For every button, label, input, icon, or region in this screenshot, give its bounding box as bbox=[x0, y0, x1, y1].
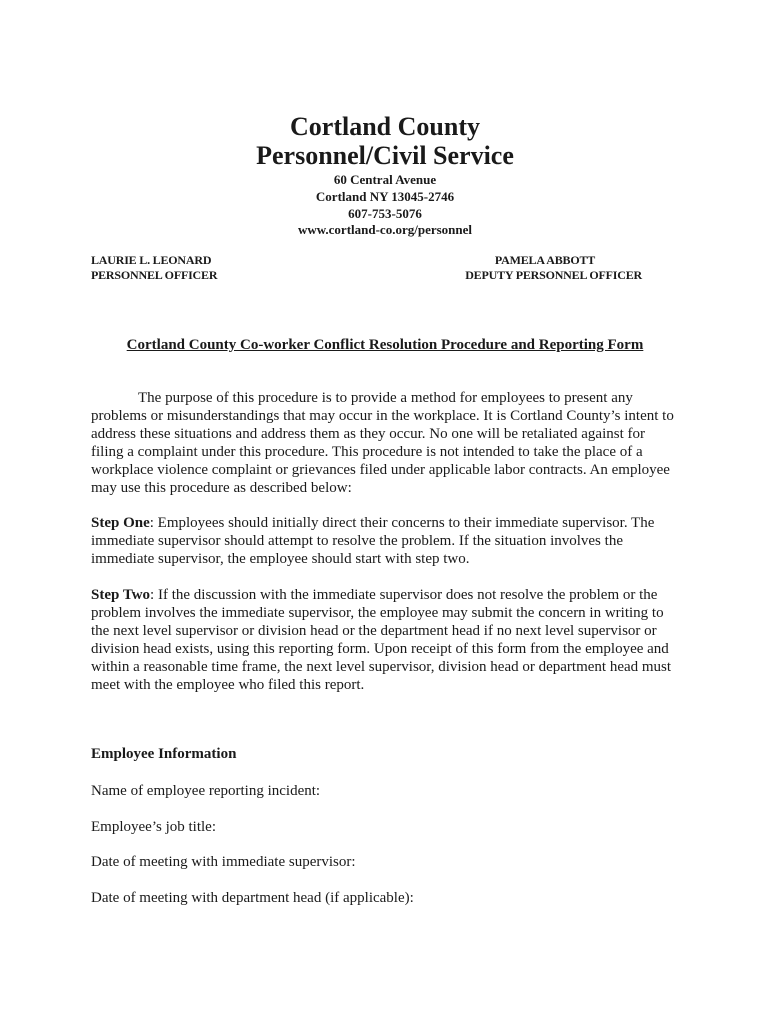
step-one-paragraph bbox=[91, 514, 679, 568]
right-officer-name-text: PAMELA ABBOTT bbox=[494, 253, 596, 267]
right-officer-title: DEPUTY PERSONNEL OFFICER bbox=[465, 268, 642, 282]
purpose-paragraph: The purpose of this procedure is to provide a method for employees to present any problems or misunderstandings that may occur in the workplace. It is Cortland County’s intent to address these situations and address them as they occur. No one will be retaliated against for filing a complaint under this procedure. This procedure is not intended to take the place of a workplace violence complaint or grievances filed under applicable labor contracts. An employee may use this procedure as described below: bbox=[91, 390, 674, 496]
field-department-head-meeting-date[interactable]: Date of meeting with department head (if applicable): bbox=[91, 890, 414, 906]
employee-info-heading: Employee Information bbox=[91, 746, 237, 762]
field-job-title[interactable]: Employee’s job title: bbox=[91, 819, 216, 835]
step-two-paragraph bbox=[91, 586, 679, 694]
org-name-line1: Cortland County bbox=[290, 112, 480, 141]
org-phone: 607-753-5076 bbox=[348, 206, 422, 221]
step-two-label: Step Two bbox=[91, 587, 151, 603]
right-officer-name bbox=[440, 252, 640, 268]
step-two-text: : If the discussion with the immediate supervisor does not resolve the problem or the problem involves the immediate supervisor, the employee may submit the concern in writing to the next level supervisor or division head or the department head if no next level supervisor or division head exists, using this reporting form. Upon receipt of this form from the employee and within a reasonable time frame, the next level supervisor, division head or department head must meet with the employee who filed this report. bbox=[91, 587, 672, 693]
org-website[interactable]: www.cortland-co.org/personnel bbox=[297, 222, 473, 237]
step-one-text: : Employees should initially direct their concerns to their immediate supervisor. The immediate supervisor should attempt to resolve the problem. If the situation involves the immediate supervisor, the employee should start with step two. bbox=[91, 515, 655, 567]
step-one-label: Step One bbox=[91, 515, 150, 531]
field-supervisor-meeting-date[interactable]: Date of meeting with immediate supervisor: bbox=[91, 854, 356, 870]
org-address: 60 Central Avenue bbox=[333, 172, 437, 187]
form-title: Cortland County Co-worker Conflict Resolution Procedure and Reporting Form bbox=[126, 337, 644, 353]
left-officer-name: LAURIE L. LEONARD bbox=[91, 253, 212, 267]
left-officer-title: PERSONNEL OFFICER bbox=[91, 268, 218, 282]
org-city: Cortland NY 13045-2746 bbox=[315, 189, 455, 204]
org-name-line2: Personnel/Civil Service bbox=[256, 141, 514, 170]
field-employee-name[interactable]: Name of employee reporting incident: bbox=[91, 783, 321, 799]
